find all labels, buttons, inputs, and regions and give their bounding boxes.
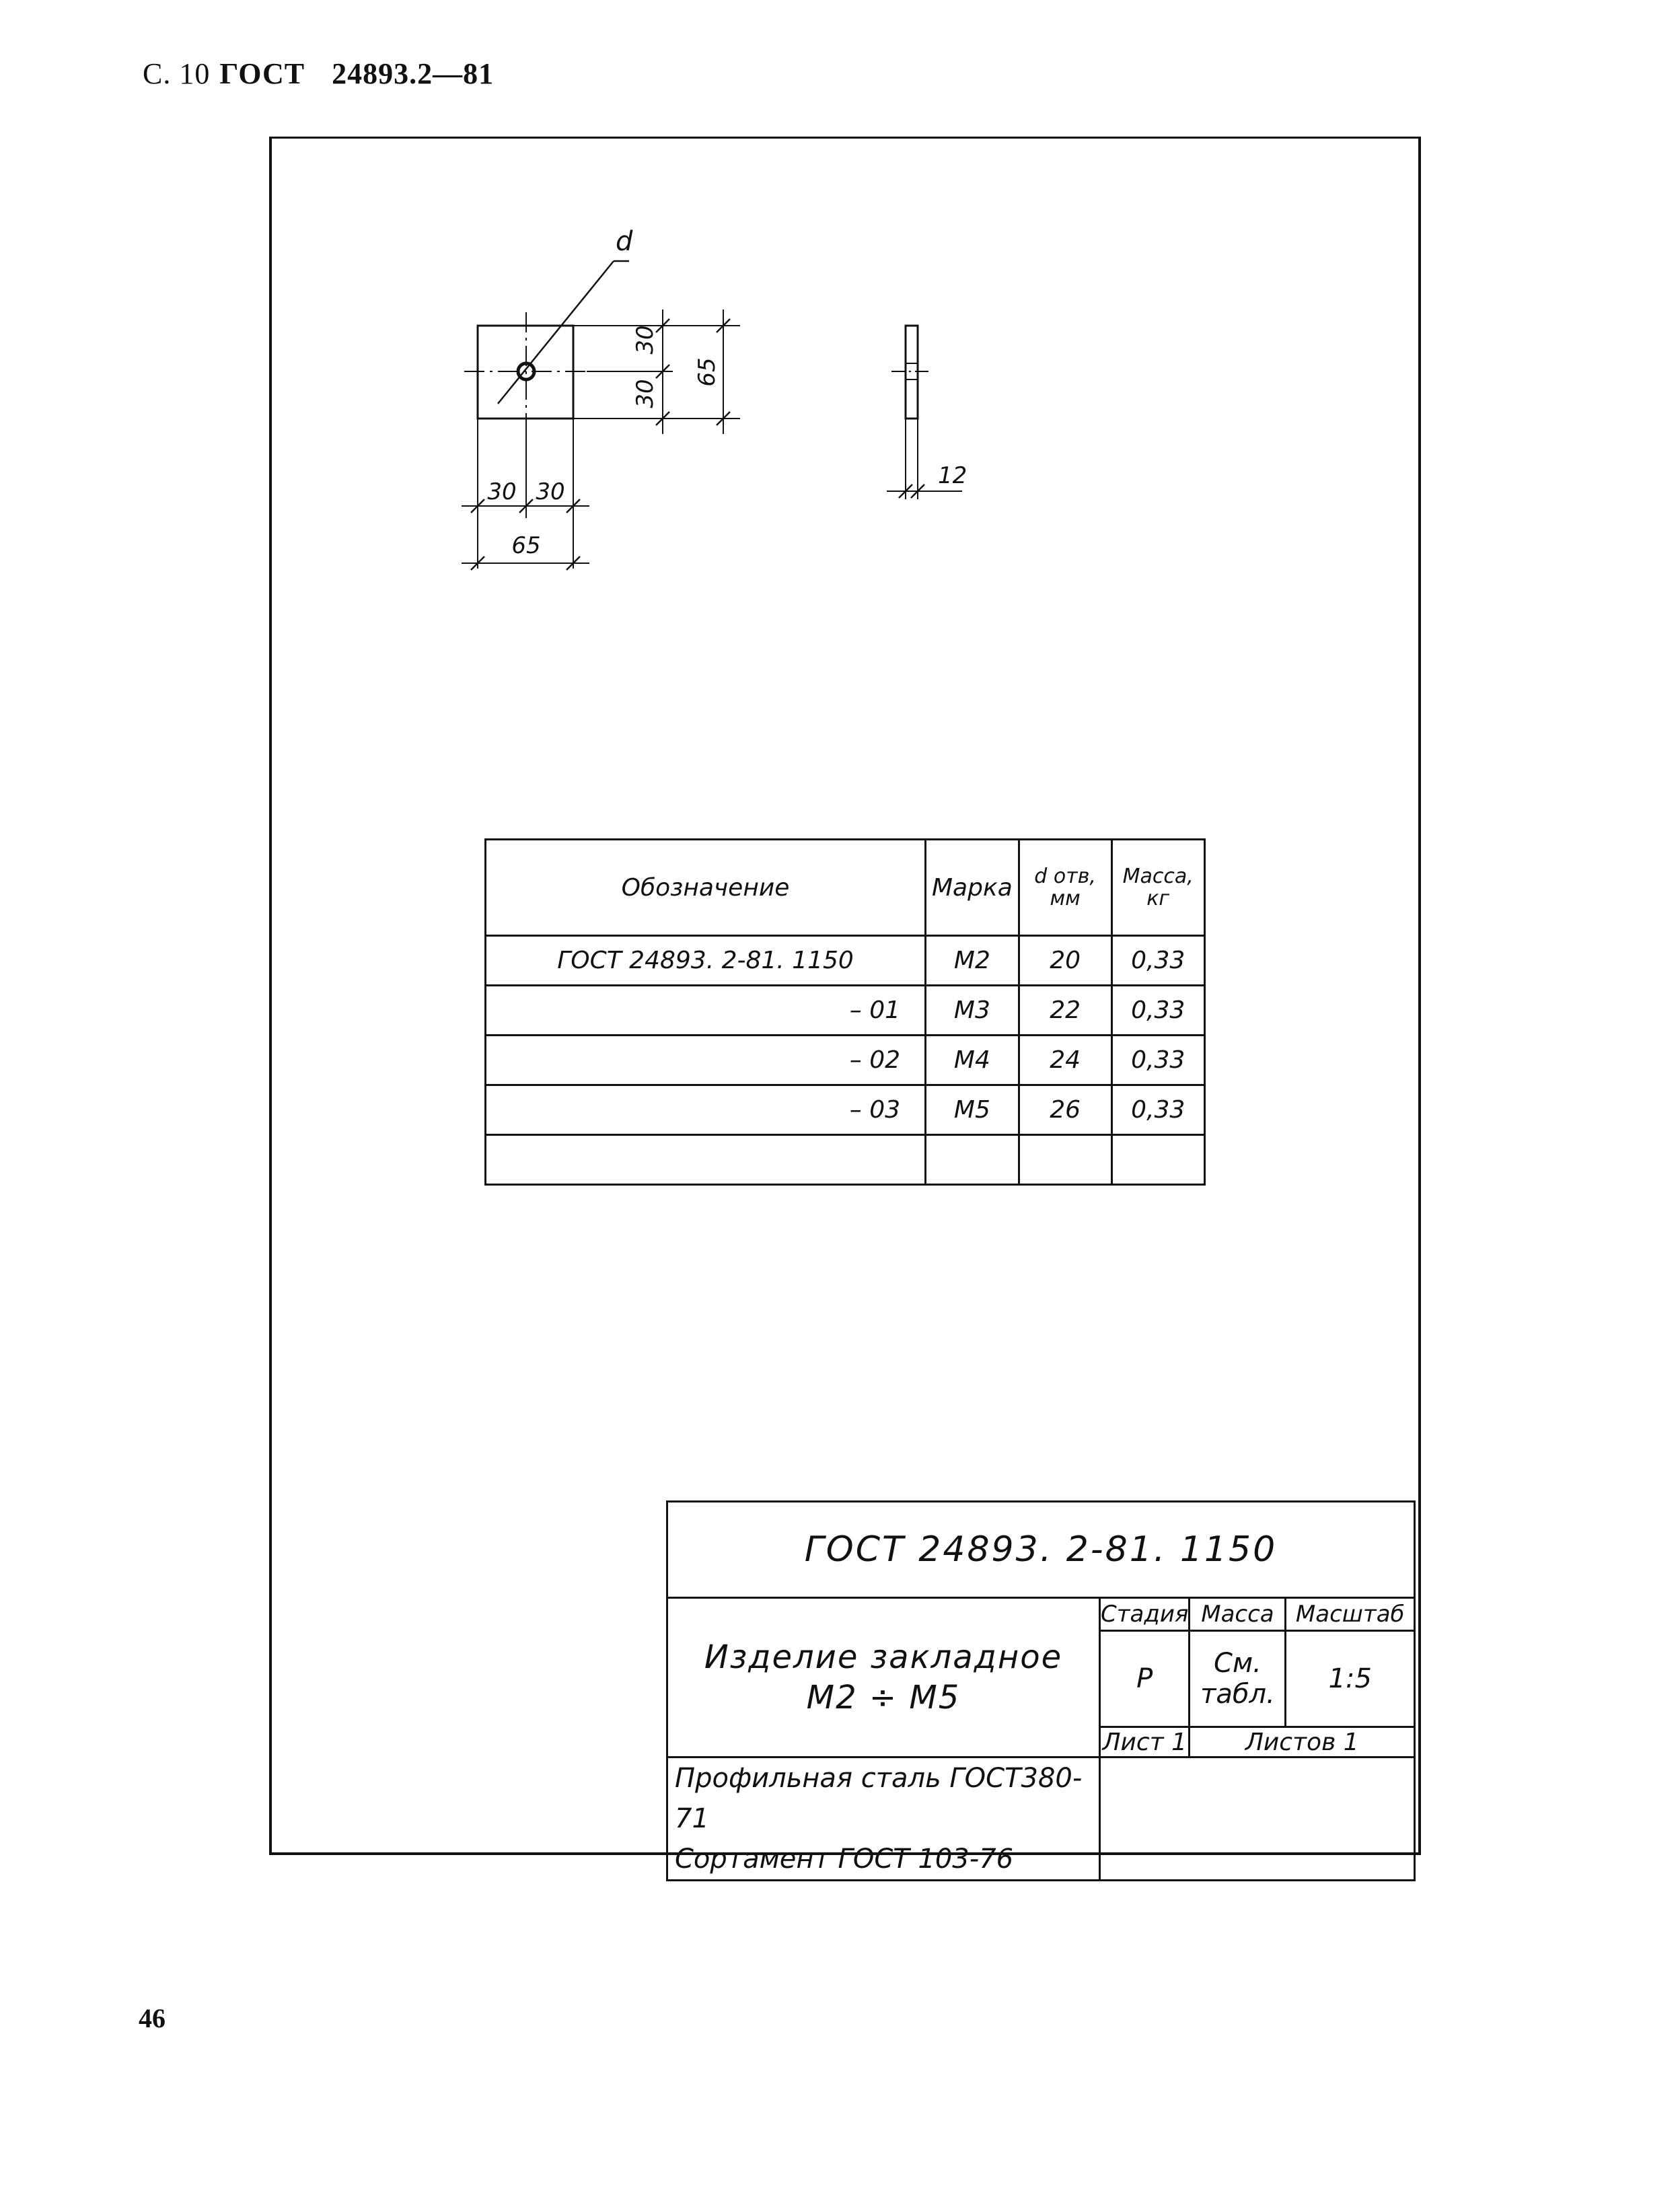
title-block-code: ГОСТ 24893. 2-81. 1150 <box>667 1502 1415 1598</box>
row-hole: 20 <box>1019 936 1111 986</box>
row-hole: 26 <box>1019 1085 1111 1135</box>
table-row <box>486 1085 1205 1135</box>
row-mark <box>926 1135 1019 1185</box>
row-mass: 0,33 <box>1111 936 1205 986</box>
page-ref: С. 10 <box>143 57 211 90</box>
dim-left-30: 30 <box>487 478 517 505</box>
title-block-name-line1: Изделие закладное <box>704 1638 1063 1676</box>
standard-number: 24893.2—81 <box>332 57 495 90</box>
mass-value-line2: табл. <box>1200 1679 1275 1710</box>
row-designation <box>486 1135 926 1185</box>
col-hole-line2: мм <box>1050 887 1081 910</box>
col-mass-line2: кг <box>1146 887 1170 910</box>
col-mass <box>1111 840 1205 936</box>
dim-height-65: 65 <box>694 357 721 387</box>
table-row <box>486 1135 1205 1185</box>
col-mark: Марка <box>926 840 1019 936</box>
table-row <box>486 986 1205 1036</box>
scale-value: 1:5 <box>1286 1631 1415 1727</box>
material-line1: Профильная сталь ГОСТ380-71 <box>675 1763 1083 1834</box>
sheet-label: Лист 1 <box>1100 1727 1190 1757</box>
row-designation: – 01 <box>486 986 926 1036</box>
sheets-label: Листов 1 <box>1190 1727 1415 1757</box>
row-mark: М3 <box>926 986 1019 1036</box>
dim-top-30: 30 <box>632 325 659 355</box>
row-mass <box>1111 1135 1205 1185</box>
row-mark: М5 <box>926 1085 1019 1135</box>
dim-mid-30: 30 <box>632 379 659 408</box>
page-number: 46 <box>139 2003 166 2033</box>
row-mass: 0,33 <box>1111 986 1205 1036</box>
spec-table-header <box>486 840 1205 936</box>
title-block-name-line2: М2 ÷ М5 <box>806 1679 961 1716</box>
standard-label: ГОСТ <box>219 57 305 90</box>
mass-value <box>1190 1631 1286 1727</box>
spec-table <box>484 838 1206 1186</box>
title-block-name <box>667 1598 1100 1757</box>
material-line2: Сортамент ГОСТ 103-76 <box>675 1844 1014 1875</box>
mass-value-line1: См. <box>1214 1648 1262 1679</box>
title-block-empty-cell <box>1100 1757 1415 1881</box>
dim-thickness-12: 12 <box>938 462 967 489</box>
title-block <box>666 1500 1416 1881</box>
row-hole: 22 <box>1019 986 1111 1036</box>
row-hole <box>1019 1135 1111 1185</box>
dim-width-65: 65 <box>511 532 541 559</box>
material-spec <box>667 1757 1100 1881</box>
row-mark: М4 <box>926 1036 1019 1085</box>
row-hole: 24 <box>1019 1036 1111 1085</box>
row-designation: – 02 <box>486 1036 926 1085</box>
table-row <box>486 936 1205 986</box>
row-mass: 0,33 <box>1111 1036 1205 1085</box>
table-row <box>486 1036 1205 1085</box>
row-designation: ГОСТ 24893. 2-81. 1150 <box>486 936 926 986</box>
row-mass: 0,33 <box>1111 1085 1205 1135</box>
hole-label: d <box>616 226 633 257</box>
row-mark: М2 <box>926 936 1019 986</box>
dim-right-30: 30 <box>536 478 565 505</box>
col-hole <box>1019 840 1111 936</box>
col-hole-line1: d отв, <box>1034 865 1096 888</box>
stage-label: Стадия <box>1100 1598 1190 1631</box>
col-designation: Обозначение <box>486 840 926 936</box>
mass-label: Масса <box>1190 1598 1286 1631</box>
stage-value: Р <box>1100 1631 1190 1727</box>
col-mass-line1: Масса, <box>1122 865 1194 888</box>
row-designation: – 03 <box>486 1085 926 1135</box>
scale-label: Масштаб <box>1286 1598 1415 1631</box>
